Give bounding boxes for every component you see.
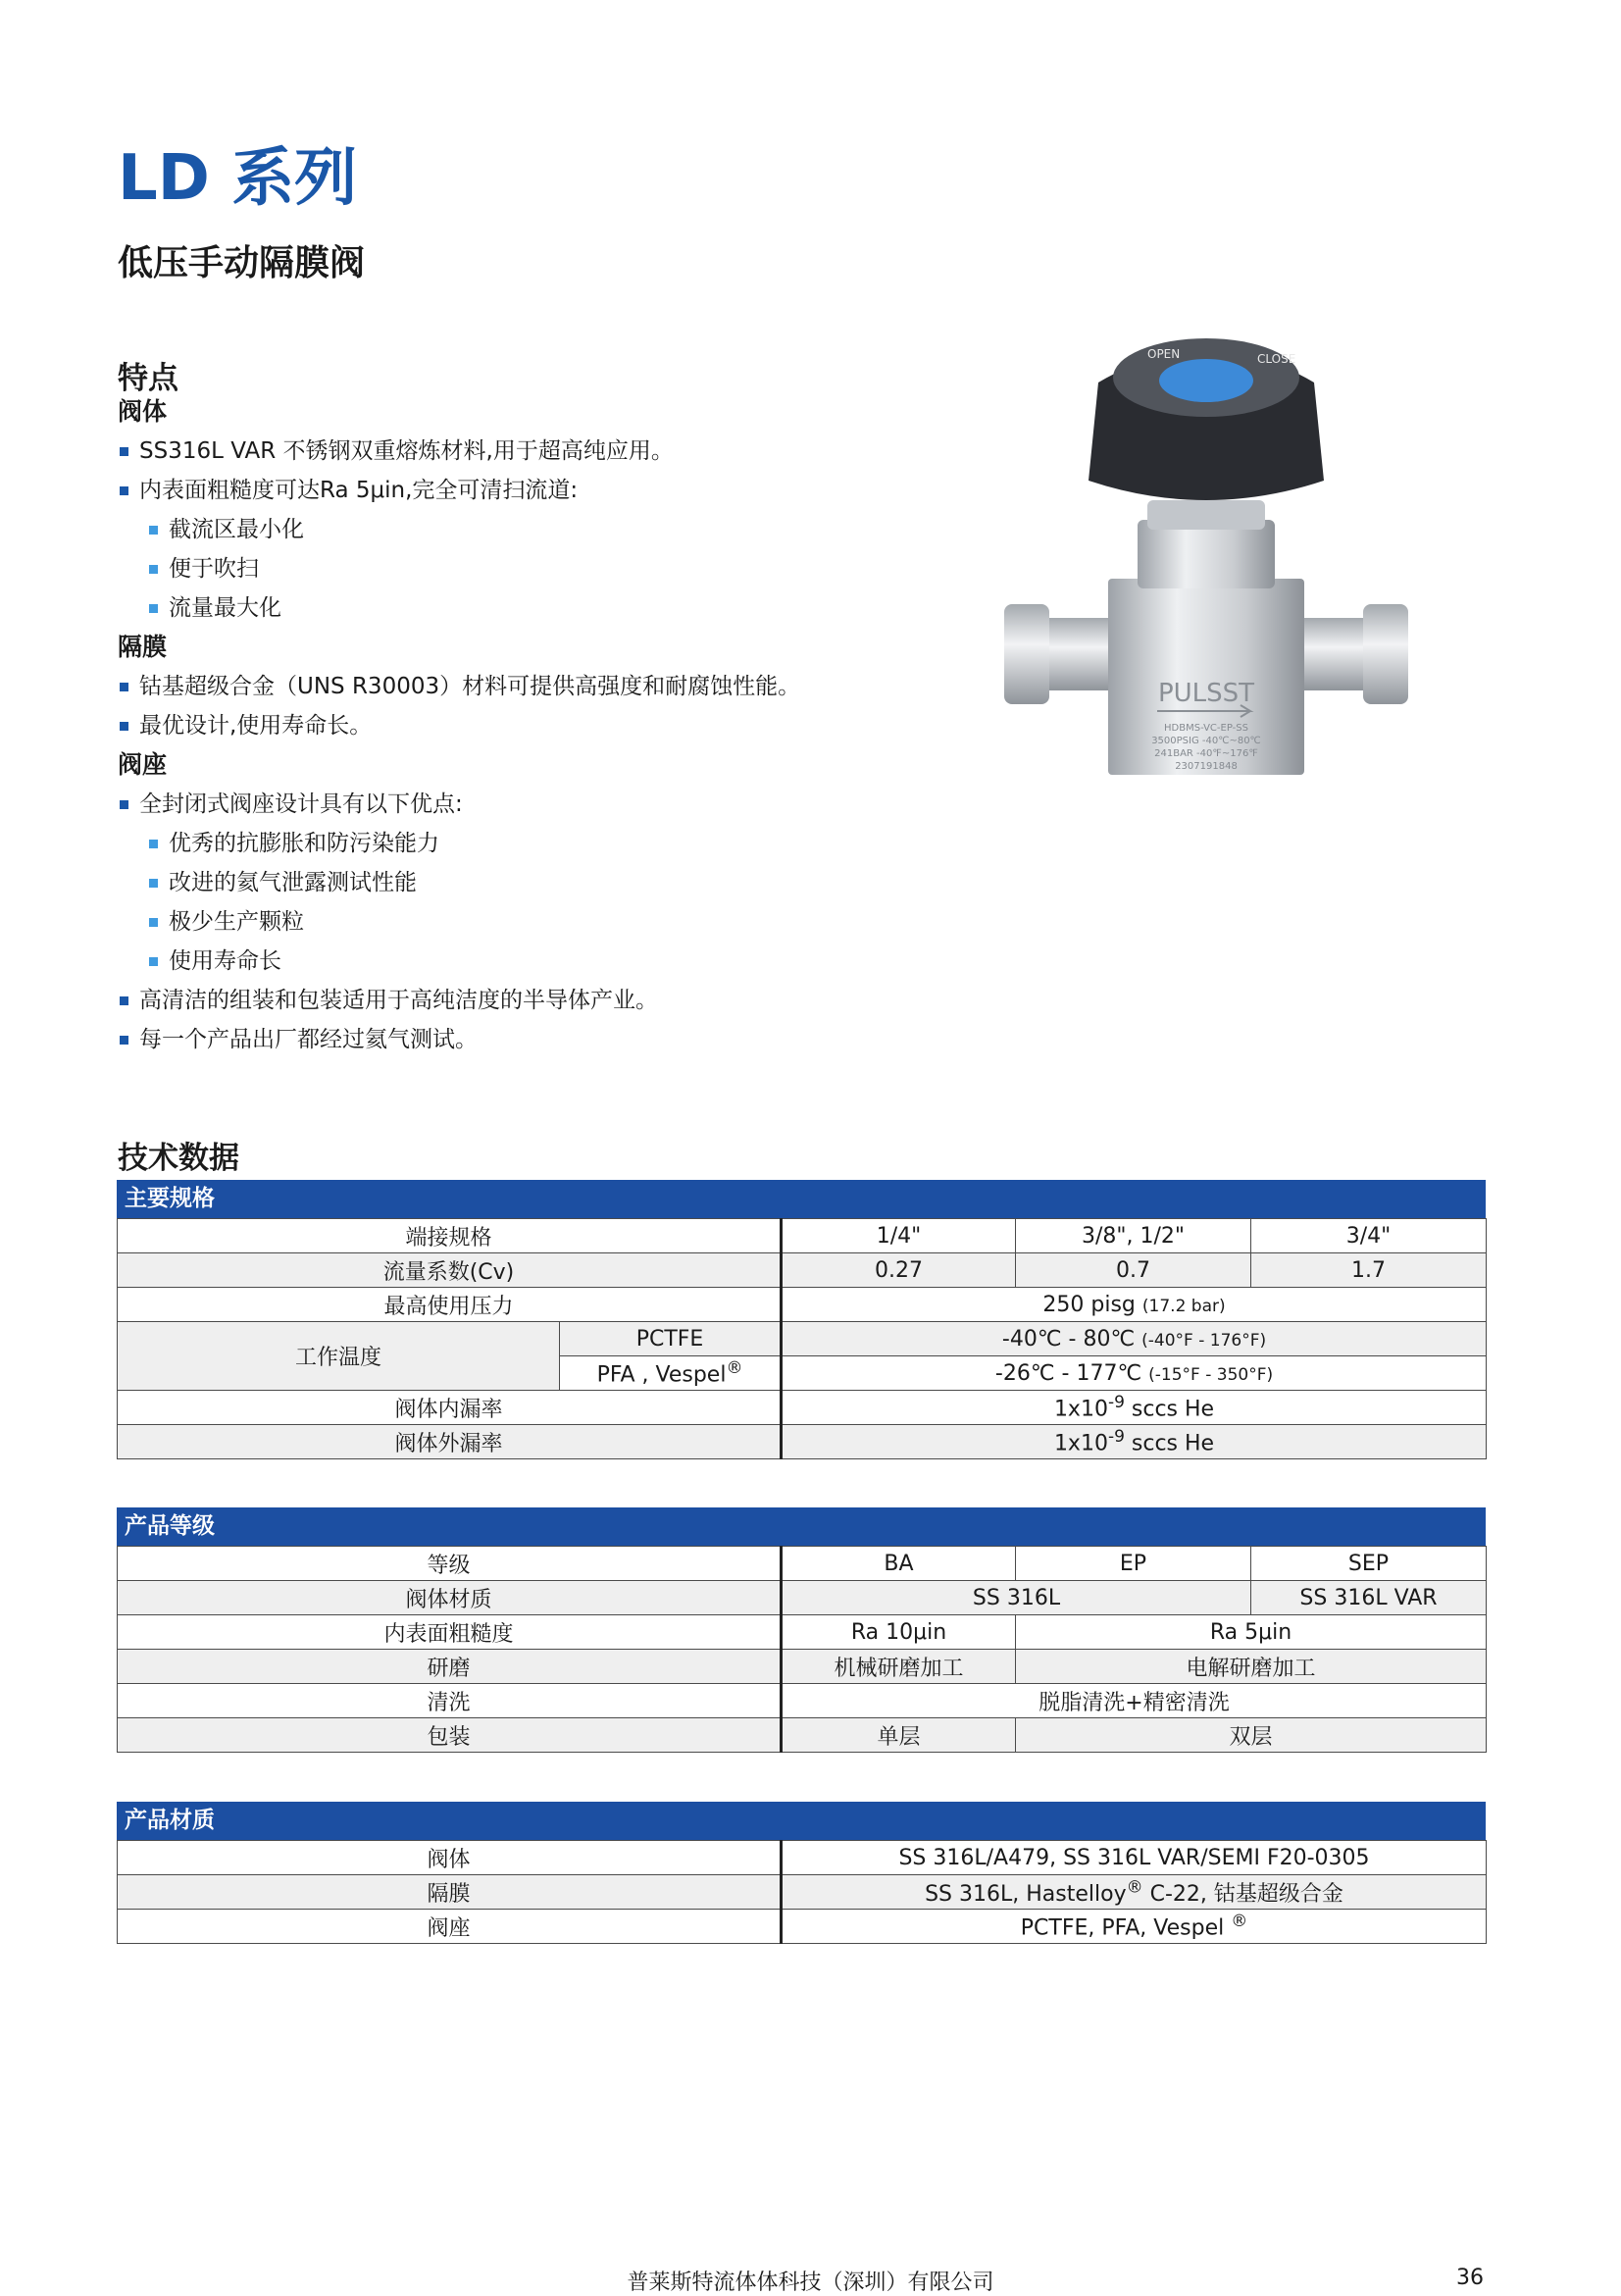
- cell-value: PFA , Vespel: [596, 1362, 727, 1388]
- diaphragm-heading: 隔膜: [118, 633, 168, 661]
- list-item: 全封闭式阀座设计具有以下优点:: [118, 785, 922, 824]
- cell-exponent: -9: [1107, 1427, 1125, 1448]
- table-cell: 3/8", 1/2": [1016, 1219, 1251, 1253]
- table-cell: 最高使用压力: [118, 1288, 782, 1322]
- footer-company: 普莱斯特流体体科技（深圳）有限公司: [627, 2270, 994, 2295]
- table-cell: PCTFE: [560, 1322, 782, 1356]
- cell-value: C-22, 钴基超级合金: [1142, 1881, 1343, 1907]
- cell-value: 1x10: [1053, 1397, 1108, 1422]
- table-cell: 0.27: [782, 1253, 1016, 1288]
- table-row: [118, 1219, 1487, 1253]
- table-cell: 阀体: [118, 1841, 782, 1875]
- list-item: 最优设计,使用寿命长。: [118, 706, 922, 745]
- table-cell: 端接规格: [118, 1219, 782, 1253]
- table-cell: 阀体材质: [118, 1581, 782, 1615]
- features-heading: 特点: [118, 361, 178, 396]
- table-cell: 流量系数(Cv): [118, 1253, 782, 1288]
- table-cell: [782, 1288, 1487, 1322]
- knob-open-text: OPEN: [1147, 347, 1181, 361]
- table-cell: 0.7: [1016, 1253, 1251, 1288]
- registered-mark: ®: [1231, 1912, 1248, 1932]
- table-cell: 等级: [118, 1547, 782, 1581]
- registered-mark: ®: [1126, 1877, 1143, 1898]
- table-row: [118, 1718, 1487, 1753]
- cell-unit: (-15°F - 350°F): [1148, 1364, 1274, 1385]
- table-cell: [782, 1875, 1487, 1910]
- list-subitem: 极少生产颗粒: [118, 902, 922, 942]
- cell-exponent: -9: [1107, 1393, 1125, 1413]
- table-row: [118, 1650, 1487, 1684]
- marking-line: 3500PSIG -40℃~80℃: [1151, 736, 1261, 746]
- knob-close-text: CLOSE: [1257, 352, 1296, 366]
- table-cell: 1/4": [782, 1219, 1016, 1253]
- table-row: [118, 1581, 1487, 1615]
- table-row: [118, 1615, 1487, 1650]
- table-cell: 单层: [782, 1718, 1016, 1753]
- list-subitem: 优秀的抗膨胀和防污染能力: [118, 824, 922, 863]
- specs-heading: 主要规格: [117, 1180, 1486, 1218]
- table-cell: [560, 1356, 782, 1391]
- table-row: [118, 1875, 1487, 1910]
- table-cell: [782, 1322, 1487, 1356]
- marking-line: HDBMS-VC-EP-SS: [1164, 723, 1248, 734]
- table-row: [118, 1425, 1487, 1459]
- grade-section: [117, 1507, 1486, 1753]
- table-cell: 双层: [1016, 1718, 1487, 1753]
- table-cell: 阀体内漏率: [118, 1391, 782, 1425]
- page-subtitle: 低压手动隔膜阀: [118, 243, 366, 283]
- list-subitem: 改进的氦气泄露测试性能: [118, 863, 922, 902]
- tech-heading: 技术数据: [118, 1141, 239, 1176]
- table-cell: 研磨: [118, 1650, 782, 1684]
- specs-table: [117, 1218, 1487, 1459]
- registered-mark: ®: [726, 1358, 743, 1379]
- table-cell: 1.7: [1251, 1253, 1487, 1288]
- table-row: [118, 1841, 1487, 1875]
- body-heading: 阀体: [118, 397, 168, 426]
- table-cell: SS 316L VAR: [1251, 1581, 1487, 1615]
- table-cell: Ra 10μin: [782, 1615, 1016, 1650]
- list-subitem: 使用寿命长: [118, 942, 922, 981]
- materials-heading: 产品材质: [117, 1802, 1486, 1840]
- cell-value: PCTFE, PFA, Vespel: [1020, 1915, 1232, 1941]
- marking-line: 241BAR -40℉~176℉: [1154, 748, 1258, 759]
- table-cell: [782, 1910, 1487, 1944]
- page-title: LD 系列: [118, 142, 358, 215]
- table-row: [118, 1910, 1487, 1944]
- cell-value: 250 pisg: [1042, 1292, 1136, 1317]
- table-cell: 内表面粗糙度: [118, 1615, 782, 1650]
- materials-section: [117, 1802, 1486, 1944]
- table-cell: [782, 1391, 1487, 1425]
- specs-section: [117, 1180, 1486, 1459]
- table-cell: BA: [782, 1547, 1016, 1581]
- list-item: SS316L VAR 不锈钢双重熔炼材料,用于超高纯应用。: [118, 432, 922, 471]
- table-row: [118, 1547, 1487, 1581]
- table-cell: 脱脂清洗+精密清洗: [782, 1684, 1487, 1718]
- table-cell: SEP: [1251, 1547, 1487, 1581]
- table-cell: 机械研磨加工: [782, 1650, 1016, 1684]
- table-row: [118, 1253, 1487, 1288]
- list-item: 高清洁的组装和包装适用于高纯洁度的半导体产业。: [118, 981, 922, 1020]
- table-cell: 阀座: [118, 1910, 782, 1944]
- table-cell: 阀体外漏率: [118, 1425, 782, 1459]
- list-subitem: 流量最大化: [118, 588, 922, 628]
- table-cell: SS 316L: [782, 1581, 1251, 1615]
- table-cell: [782, 1425, 1487, 1459]
- features-list: [118, 392, 922, 1059]
- list-item: 内表面粗糙度可达Ra 5μin,完全可清扫流道:: [118, 471, 922, 510]
- marking-line: 2307191848: [1175, 761, 1238, 772]
- list-subitem: 便于吹扫: [118, 549, 922, 588]
- table-row: [118, 1322, 1487, 1356]
- table-row: [118, 1288, 1487, 1322]
- cell-value: -40℃ - 80℃: [1001, 1326, 1136, 1352]
- cell-unit: sccs He: [1124, 1431, 1215, 1456]
- cell-unit: sccs He: [1124, 1397, 1215, 1422]
- grade-table: [117, 1546, 1487, 1753]
- page-number: 36: [1456, 2266, 1484, 2290]
- list-item: 钴基超级合金（UNS R30003）材料可提供高强度和耐腐蚀性能。: [118, 667, 922, 706]
- cell-unit: (-40°F - 176°F): [1141, 1330, 1267, 1351]
- table-cell: 电解研磨加工: [1016, 1650, 1487, 1684]
- cell-value: -26℃ - 177℃: [994, 1360, 1142, 1386]
- table-cell: EP: [1016, 1547, 1251, 1581]
- list-subitem: 截流区最小化: [118, 510, 922, 549]
- table-cell: SS 316L/A479, SS 316L VAR/SEMI F20-0305: [782, 1841, 1487, 1875]
- valve-product-image: [1000, 324, 1412, 794]
- table-row: [118, 1684, 1487, 1718]
- table-cell: 包装: [118, 1718, 782, 1753]
- cell-value: 1x10: [1053, 1431, 1108, 1456]
- table-cell: 3/4": [1251, 1219, 1487, 1253]
- table-cell: 工作温度: [118, 1322, 560, 1391]
- materials-table: [117, 1840, 1487, 1944]
- list-item: 每一个产品出厂都经过氦气测试。: [118, 1020, 922, 1059]
- brand-engraving: PULSST: [1157, 679, 1255, 708]
- grade-heading: 产品等级: [117, 1507, 1486, 1546]
- table-cell: 隔膜: [118, 1875, 782, 1910]
- seat-heading: 阀座: [118, 750, 168, 779]
- table-cell: Ra 5μin: [1016, 1615, 1487, 1650]
- cell-unit: (17.2 bar): [1141, 1296, 1226, 1316]
- table-cell: [782, 1356, 1487, 1391]
- table-row: [118, 1391, 1487, 1425]
- table-cell: 清洗: [118, 1684, 782, 1718]
- cell-value: SS 316L, Hastelloy: [925, 1881, 1127, 1907]
